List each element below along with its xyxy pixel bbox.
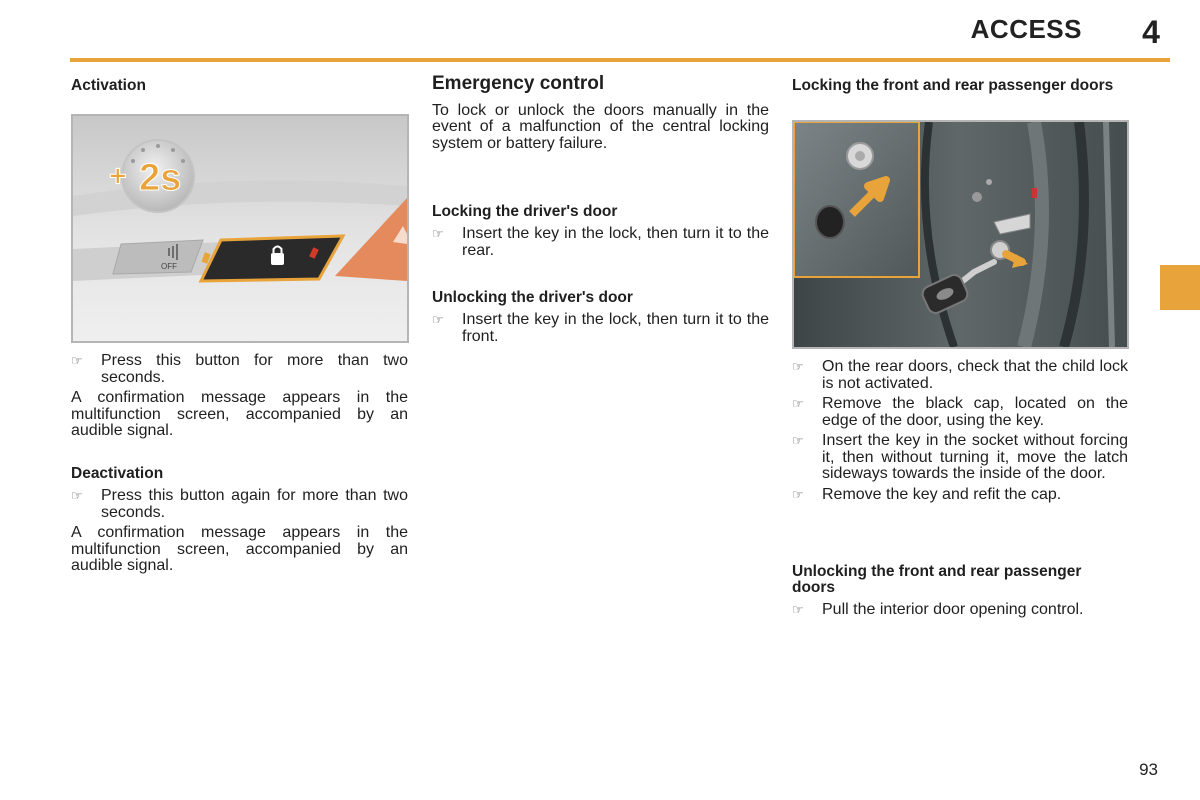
passenger-step-4 <box>792 487 1128 504</box>
pointing-hand-icon: ☞ <box>432 312 444 327</box>
activation-bullet-text: Press this button for more than two seconds. <box>101 352 408 386</box>
emergency-section <box>432 73 769 152</box>
page-number: 93 <box>1139 760 1158 779</box>
chapter-side-tab <box>1160 265 1200 310</box>
passenger-step-3 <box>792 433 1128 483</box>
activation-text <box>71 353 408 440</box>
deactivation-bullet-text: Press this button again for more than two seconds. <box>101 487 408 521</box>
locking-driver-bullet-text: Insert the key in the lock, then turn it to the rear. <box>462 225 769 259</box>
unlocking-driver-heading: Unlocking the driver's door <box>432 289 633 306</box>
chapter-number: 4 <box>1142 14 1160 50</box>
passenger-step-4-text: Remove the key and refit the cap. <box>822 485 1062 503</box>
lock-button-figure <box>71 114 409 343</box>
passenger-step-2 <box>792 396 1128 429</box>
unlocking-driver-bullet-text: Insert the key in the lock, then turn it to the front. <box>462 311 769 345</box>
pointing-hand-icon: ☞ <box>432 226 444 241</box>
off-label: OFF <box>161 262 177 271</box>
chapter-title: ACCESS <box>970 14 1082 44</box>
locking-driver-heading: Locking the driver's door <box>432 203 618 220</box>
pointing-hand-icon: ☞ <box>792 433 804 448</box>
badge-duration: 2s <box>139 157 182 199</box>
deactivation-section <box>71 466 408 575</box>
activation-bullet <box>71 353 408 386</box>
locking-driver-section <box>432 204 769 259</box>
header-rule <box>70 58 1170 62</box>
emergency-intro: To lock or unlock the doors manually in the event of a malfunction of the central locking system or battery failure. <box>432 101 769 152</box>
unlocking-passenger-section <box>792 564 1128 619</box>
off-button <box>113 240 203 274</box>
door-indicator-led <box>1032 188 1037 198</box>
badge-plus: + <box>109 160 127 193</box>
door-lock-figure <box>792 120 1129 349</box>
passenger-step-3-text: Insert the key in the socket without forcing it, then without turning it, move the latch sideways towards the inside of the door. <box>822 432 1128 482</box>
unlocking-driver-section <box>432 290 769 345</box>
locking-passenger-section <box>792 78 1128 94</box>
pointing-hand-icon: ☞ <box>792 486 804 502</box>
locking-passenger-steps <box>792 359 1128 503</box>
passenger-step-2-text: Remove the black cap, located on the edge of the door, using the key. <box>822 395 1128 429</box>
pointing-hand-icon: ☞ <box>792 602 804 617</box>
deactivation-heading: Deactivation <box>71 465 164 482</box>
emergency-heading: Emergency control <box>432 73 605 94</box>
pointing-hand-icon: ☞ <box>71 353 83 368</box>
locking-driver-bullet <box>432 226 769 259</box>
deactivation-bullet <box>71 488 408 521</box>
passenger-step-1 <box>792 359 1128 392</box>
activation-section <box>71 78 408 94</box>
unlocking-passenger-bullet-text: Pull the interior door opening control. <box>822 601 1084 618</box>
deactivation-paragraph: A confirmation message appears in the multifunction screen, accompanied by an audible signal. <box>71 524 408 574</box>
lock-button-illustration <box>73 116 407 341</box>
door-lock-illustration <box>794 122 1127 347</box>
passenger-step-1-text: On the rear doors, check that the child lock is not activated. <box>822 358 1128 392</box>
unlocking-driver-bullet <box>432 312 769 345</box>
pointing-hand-icon: ☞ <box>792 396 804 411</box>
activation-heading: Activation <box>71 77 146 94</box>
locking-passenger-heading: Locking the front and rear passenger doors <box>792 77 1114 94</box>
unlocking-passenger-bullet <box>792 602 1128 619</box>
pointing-hand-icon: ☞ <box>792 359 804 374</box>
pointing-hand-icon: ☞ <box>71 488 83 503</box>
black-cap <box>816 206 844 238</box>
unlocking-passenger-heading: Unlocking the front and rear passenger doors <box>792 563 1082 596</box>
activation-paragraph: A confirmation message appears in the multifunction screen, accompanied by an audible signal. <box>71 389 408 439</box>
